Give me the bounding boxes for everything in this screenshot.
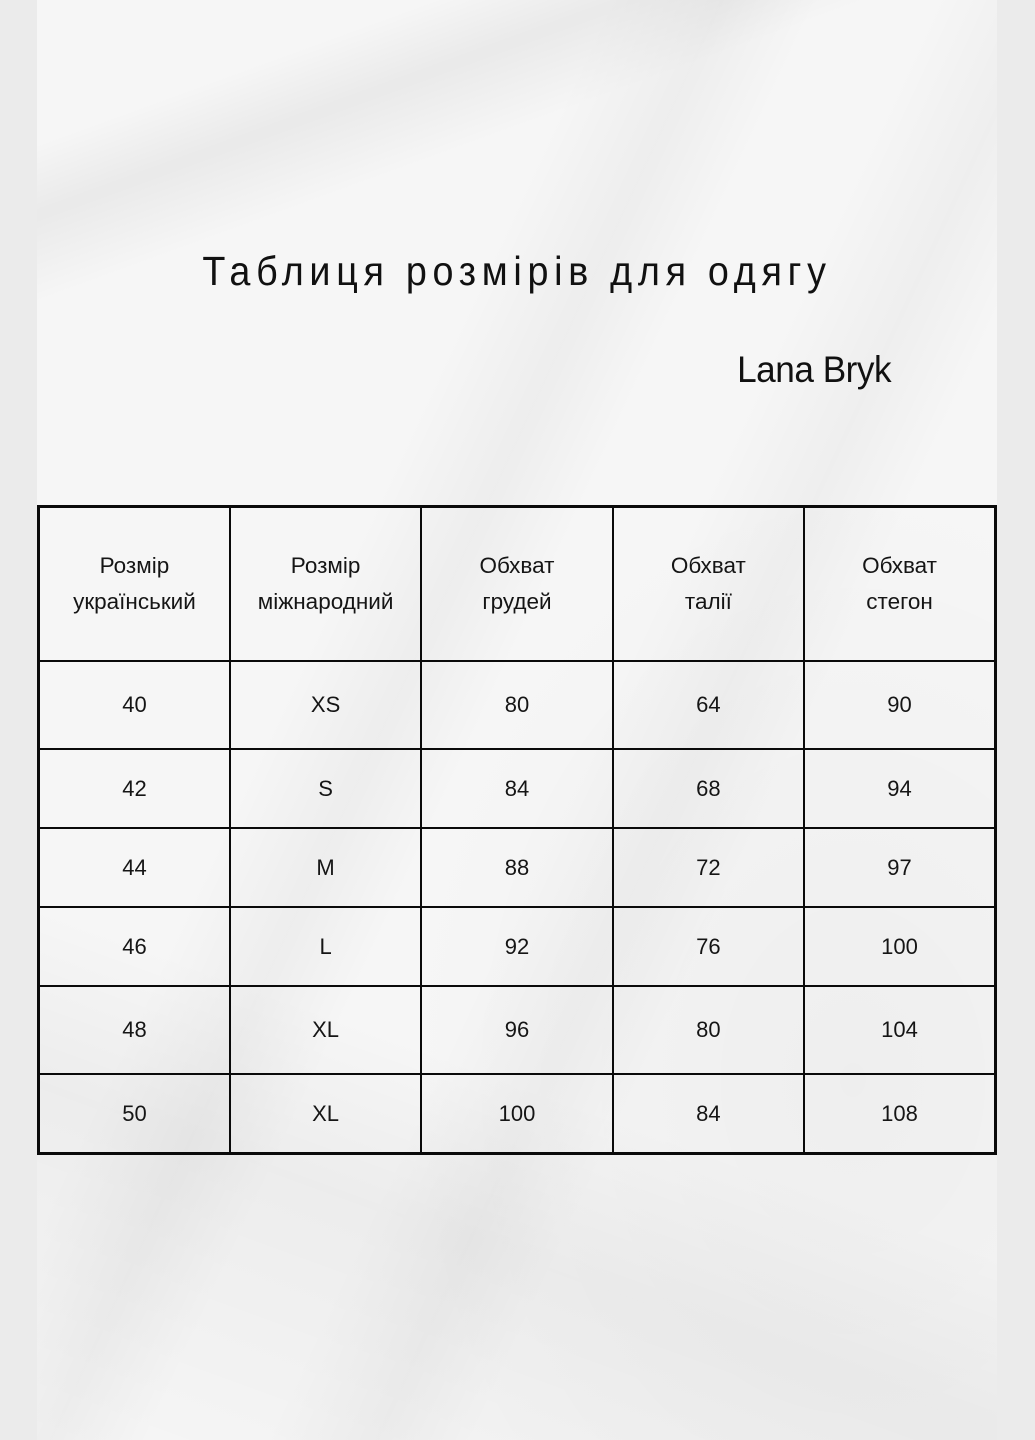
- cell-ukrainian-size: 48: [39, 986, 230, 1074]
- cell-international-size: S: [230, 749, 421, 828]
- cell-chest: 88: [421, 828, 612, 907]
- header-label-line1: Обхват: [670, 553, 746, 578]
- cell-chest: 96: [421, 986, 612, 1074]
- header-chest-girth: [421, 507, 612, 662]
- brand-name: Lana Bryk: [737, 349, 891, 390]
- cell-ukrainian-size: 42: [39, 749, 230, 828]
- cell-ukrainian-size: 50: [39, 1074, 230, 1154]
- header-label-line1: Обхват: [479, 553, 555, 578]
- cell-international-size: XL: [230, 986, 421, 1074]
- cell-waist: 68: [613, 749, 804, 828]
- cell-waist: 76: [613, 907, 804, 986]
- cell-ukrainian-size: 44: [39, 828, 230, 907]
- table-row: [39, 1074, 996, 1154]
- cell-waist: 80: [613, 986, 804, 1074]
- header-waist-girth: [613, 507, 804, 662]
- header-label-line2: український: [73, 589, 196, 614]
- table-row: [39, 828, 996, 907]
- cell-hips: 94: [804, 749, 995, 828]
- cell-waist: 64: [613, 661, 804, 749]
- cell-hips: 108: [804, 1074, 995, 1154]
- header-hip-girth: [804, 507, 995, 662]
- table-row: [39, 986, 996, 1074]
- cell-international-size: L: [230, 907, 421, 986]
- header-international-size: [230, 507, 421, 662]
- cell-international-size: XL: [230, 1074, 421, 1154]
- cell-chest: 80: [421, 661, 612, 749]
- cell-ukrainian-size: 40: [39, 661, 230, 749]
- table-row: [39, 661, 996, 749]
- page-title: Таблиця розмірів для одягу: [202, 248, 832, 294]
- size-table: [37, 505, 997, 1155]
- cell-chest: 92: [421, 907, 612, 986]
- cell-hips: 100: [804, 907, 995, 986]
- cell-chest: 84: [421, 749, 612, 828]
- cell-hips: 97: [804, 828, 995, 907]
- cell-chest: 100: [421, 1074, 612, 1154]
- header-label-line2: стегон: [866, 589, 933, 614]
- header-label-line2: талії: [684, 589, 732, 614]
- cell-ukrainian-size: 46: [39, 907, 230, 986]
- cell-hips: 90: [804, 661, 995, 749]
- cell-waist: 84: [613, 1074, 804, 1154]
- header-label-line2: міжнародний: [257, 589, 394, 614]
- table-row: [39, 749, 996, 828]
- header-label-line1: Обхват: [862, 553, 937, 578]
- size-chart-sheet: [37, 0, 997, 1440]
- cell-waist: 72: [613, 828, 804, 907]
- header-label-line1: Розмір: [290, 553, 361, 578]
- table-header-row: [39, 507, 996, 662]
- cell-international-size: M: [230, 828, 421, 907]
- cell-international-size: XS: [230, 661, 421, 749]
- header-label-line1: Розмір: [99, 553, 170, 578]
- table-row: [39, 907, 996, 986]
- header-ukrainian-size: [39, 507, 230, 662]
- header-label-line2: грудей: [482, 589, 552, 614]
- cell-hips: 104: [804, 986, 995, 1074]
